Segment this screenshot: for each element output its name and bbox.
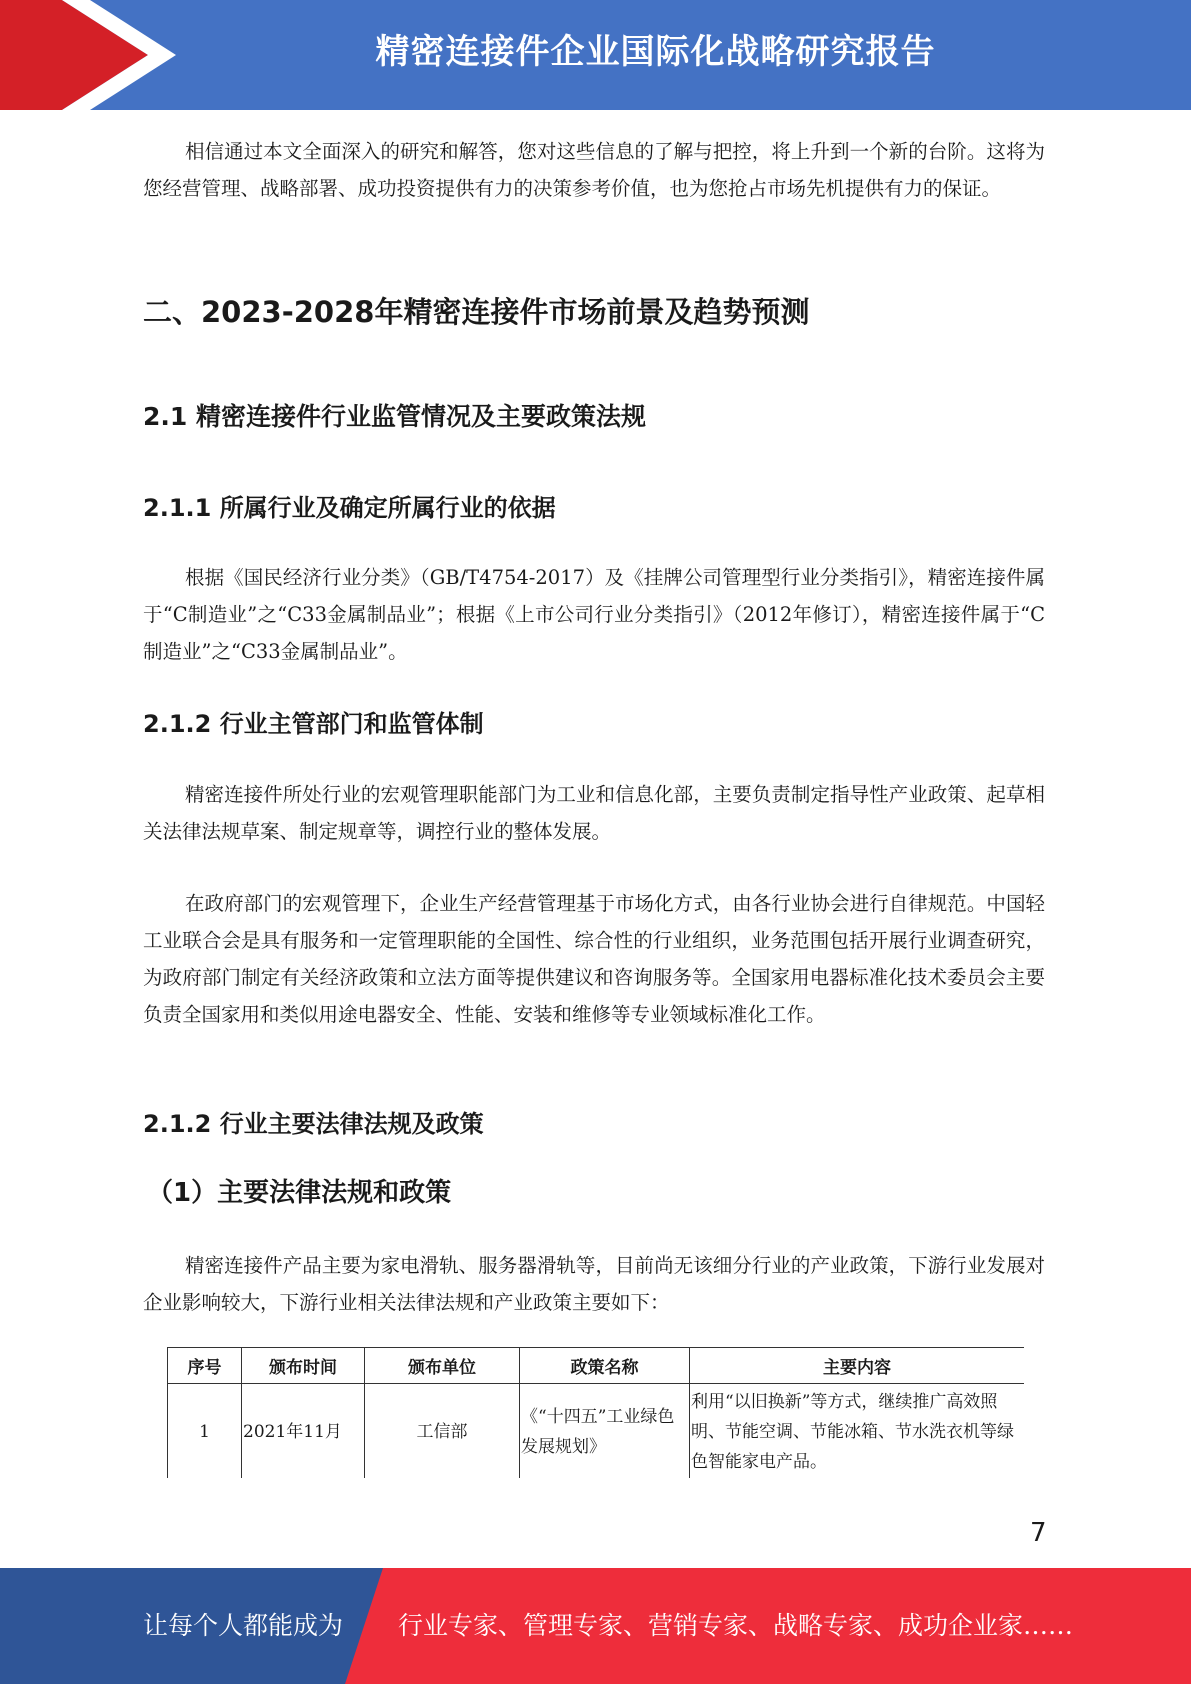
- report-title: 精密连接件企业国际化战略研究报告: [375, 32, 936, 72]
- industry-classification-paragraph: 根据《国民经济行业分类》（GB/T4754-2017）及《挂牌公司管理型行业分类指引》，精密连接件属于“C制造业”之“C33金属制品业”；根据《上市公司行业分类指引》（2012年修订），精密连接件属于“C制造业”之“C33金属制品业”。: [143, 566, 1045, 663]
- table-header-cell: 颁布单位: [365, 1348, 520, 1384]
- table-cell-number: 1: [168, 1384, 242, 1479]
- subsection-2-1-1-title: 2.1.1 所属行业及确定所属行业的依据: [143, 494, 556, 522]
- policy-table-container: [167, 1347, 1024, 1478]
- self-regulation-paragraph: 在政府部门的宏观管理下，企业生产经营管理基于市场化方式，由各行业协会进行自律规范。中国轻工业联合会是具有服务和一定管理职能的全国性、综合性的行业组织，业务范围包括开展行业调查研究，为政府部门制定有关经济政策和立法方面等提供建议和咨询服务等。全国家用电器标准化技术委员会主要负责全国家用和类似用途电器安全、性能、安装和维修等专业领域标准化工作。: [143, 892, 1045, 1026]
- regulator-paragraph: 精密连接件所处行业的宏观管理职能部门为工业和信息化部，主要负责制定指导性产业政策、起草相关法律法规草案、制定规章等，调控行业的整体发展。: [143, 783, 1045, 843]
- table-header-row: [168, 1348, 1025, 1384]
- main-laws-subtitle: （1）主要法律法规和政策: [147, 1178, 452, 1208]
- page-header-band: [0, 0, 1191, 110]
- intro-paragraph: 相信通过本文全面深入的研究和解答，您对这些信息的了解与把控，将上升到一个新的台阶。这将为您经营管理、战略部署、成功投资提供有力的决策参考价值，也为您抢占市场先机提供有力的保证。: [143, 140, 1045, 200]
- policy-table: [167, 1347, 1024, 1478]
- subsection-laws-title: 2.1.2 行业主要法律法规及政策: [143, 1110, 484, 1138]
- table-header-cell: 颁布时间: [242, 1348, 365, 1384]
- section-title: 二、2023-2028年精密连接件市场前景及趋势预测: [143, 295, 810, 329]
- subsection-2-1-2-title: 2.1.2 行业主管部门和监管体制: [143, 710, 484, 738]
- table-header-cell: 序号: [168, 1348, 242, 1384]
- table-row: [168, 1384, 1025, 1479]
- table-cell-issuer: 工信部: [365, 1384, 520, 1479]
- footer-slogan-left: 让每个人都能成为: [143, 1611, 344, 1640]
- page-footer-band: [0, 1568, 1191, 1684]
- laws-intro-paragraph: 精密连接件产品主要为家电滑轨、服务器滑轨等，目前尚无该细分行业的产业政策，下游行业发展对企业影响较大，下游行业相关法律法规和产业政策主要如下：: [143, 1254, 1045, 1314]
- table-header-cell: 政策名称: [520, 1348, 690, 1384]
- table-cell-policy-name: 《“十四五”工业绿色发展规划》: [520, 1384, 690, 1479]
- table-header-cell: 主要内容: [690, 1348, 1025, 1384]
- footer-slogan-right: 行业专家、管理专家、营销专家、战略专家、成功企业家……: [398, 1611, 1074, 1640]
- subsection-2-1-title: 2.1 精密连接件行业监管情况及主要政策法规: [143, 402, 646, 431]
- table-cell-date: 2021年11月: [242, 1384, 365, 1479]
- table-cell-content: 利用“以旧换新”等方式，继续推广高效照明、节能空调、节能冰箱、节水洗衣机等绿色智能家电产品。: [690, 1384, 1025, 1479]
- page-number: 7: [1030, 1518, 1047, 1548]
